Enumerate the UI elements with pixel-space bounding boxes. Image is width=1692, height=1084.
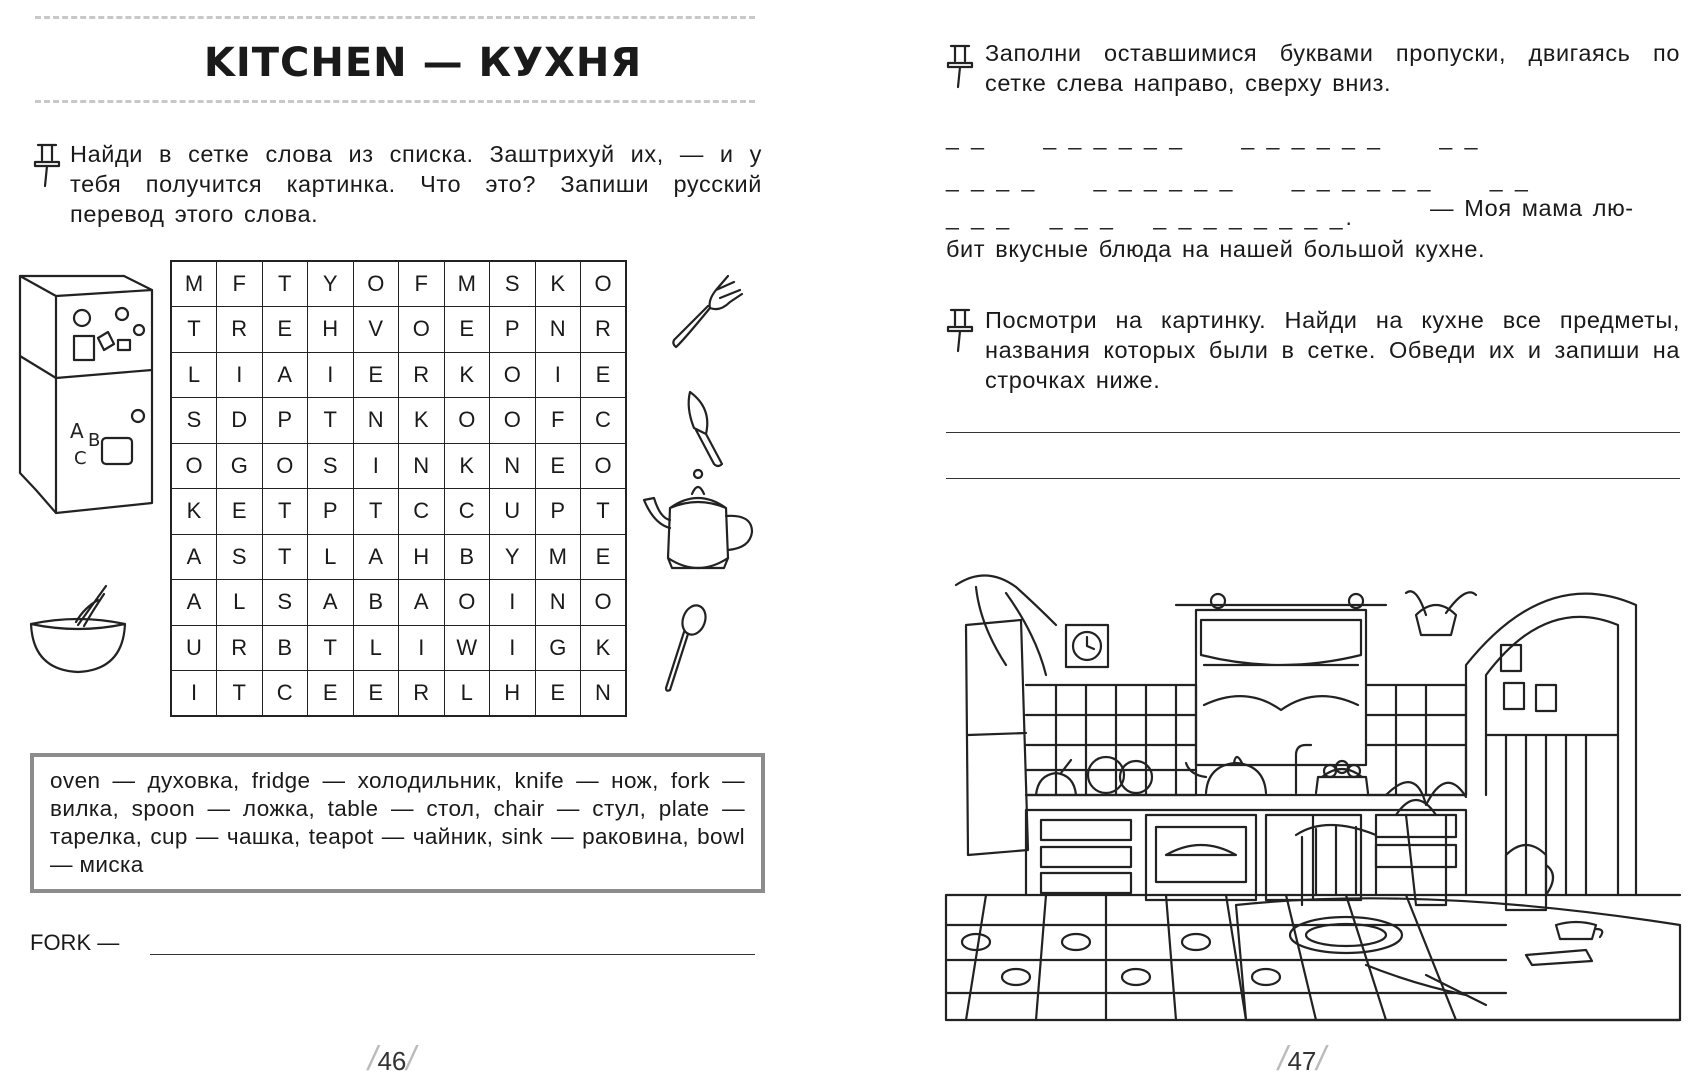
grid-cell[interactable]: M: [171, 261, 217, 307]
grid-cell[interactable]: F: [535, 398, 581, 444]
grid-cell[interactable]: E: [535, 443, 581, 489]
grid-cell[interactable]: N: [535, 580, 581, 626]
grid-cell[interactable]: M: [535, 534, 581, 580]
pin-icon: [32, 142, 62, 188]
grid-cell[interactable]: A: [308, 580, 354, 626]
grid-cell[interactable]: T: [353, 489, 399, 535]
blanks-row-2[interactable]: _ _ _ _ _ _ _ _ _ _ _ _ _ _ _ _ _ _: [946, 166, 1531, 192]
blanks-row-3[interactable]: _ _ _ _ _ _ _ _ _ _ _ _ _ _.: [946, 204, 1355, 230]
grid-cell[interactable]: L: [171, 352, 217, 398]
grid-cell[interactable]: F: [217, 261, 263, 307]
grid-row: [171, 671, 626, 717]
grid-cell[interactable]: P: [262, 398, 308, 444]
grid-cell[interactable]: B: [353, 580, 399, 626]
grid-cell[interactable]: S: [171, 398, 217, 444]
grid-cell[interactable]: O: [399, 307, 445, 353]
grid-row: [171, 580, 626, 626]
grid-cell[interactable]: O: [490, 352, 536, 398]
grid-cell[interactable]: P: [308, 489, 354, 535]
grid-cell[interactable]: O: [581, 580, 627, 626]
grid-cell[interactable]: Y: [308, 261, 354, 307]
answer-line-1[interactable]: [946, 432, 1680, 433]
grid-cell[interactable]: G: [535, 625, 581, 671]
svg-text:C: C: [74, 448, 87, 469]
grid-cell[interactable]: O: [581, 261, 627, 307]
grid-cell[interactable]: K: [399, 398, 445, 444]
grid-cell[interactable]: K: [444, 352, 490, 398]
spoon-icon: [660, 604, 710, 694]
grid-cell[interactable]: S: [217, 534, 263, 580]
grid-cell[interactable]: A: [171, 580, 217, 626]
grid-cell[interactable]: C: [399, 489, 445, 535]
grid-cell[interactable]: T: [217, 671, 263, 717]
grid-cell[interactable]: K: [581, 625, 627, 671]
grid-cell[interactable]: O: [444, 580, 490, 626]
kitchen-scene-illustration: [946, 565, 1680, 1020]
grid-cell[interactable]: C: [262, 671, 308, 717]
grid-cell[interactable]: L: [217, 580, 263, 626]
grid-cell[interactable]: I: [353, 443, 399, 489]
task-1-text: Найди в сетке слова из списка. Заштрихуй их, — и у тебя получится картинка. Что это? Запиши русский перевод этого слова.: [70, 141, 762, 227]
pin-icon: [945, 307, 975, 353]
grid-cell[interactable]: T: [262, 489, 308, 535]
grid-cell[interactable]: I: [171, 671, 217, 717]
grid-cell[interactable]: N: [490, 443, 536, 489]
grid-cell[interactable]: R: [581, 307, 627, 353]
grid-row: [171, 352, 626, 398]
grid-cell[interactable]: D: [217, 398, 263, 444]
grid-cell[interactable]: E: [444, 307, 490, 353]
task-3-text: Посмотри на картинку. Найди на кухне все предметы, названия которых были в сетке. Обведи их и запиши на строчках ниже.: [985, 307, 1680, 393]
grid-cell[interactable]: C: [581, 398, 627, 444]
grid-cell[interactable]: O: [171, 443, 217, 489]
grid-row: [171, 625, 626, 671]
grid-cell[interactable]: I: [308, 352, 354, 398]
grid-cell[interactable]: P: [535, 489, 581, 535]
grid-cell[interactable]: T: [262, 261, 308, 307]
teapot-icon: [640, 468, 760, 578]
grid-cell[interactable]: S: [490, 261, 536, 307]
grid-row: [171, 307, 626, 353]
grid-cell[interactable]: T: [308, 398, 354, 444]
grid-cell[interactable]: A: [399, 580, 445, 626]
top-dashed-rule: [35, 16, 755, 19]
grid-cell[interactable]: R: [217, 625, 263, 671]
grid-cell[interactable]: F: [399, 261, 445, 307]
grid-cell[interactable]: B: [262, 625, 308, 671]
grid-cell[interactable]: T: [581, 489, 627, 535]
grid-cell[interactable]: H: [308, 307, 354, 353]
grid-cell[interactable]: T: [262, 534, 308, 580]
grid-cell[interactable]: G: [217, 443, 263, 489]
grid-cell[interactable]: R: [217, 307, 263, 353]
pin-icon: [945, 43, 975, 89]
grid-cell[interactable]: W: [444, 625, 490, 671]
grid-cell[interactable]: Y: [490, 534, 536, 580]
grid-cell[interactable]: K: [171, 489, 217, 535]
grid-cell[interactable]: T: [171, 307, 217, 353]
grid-cell[interactable]: A: [262, 352, 308, 398]
grid-cell[interactable]: E: [353, 352, 399, 398]
grid-cell[interactable]: I: [490, 580, 536, 626]
grid-row: [171, 443, 626, 489]
grid-cell[interactable]: N: [399, 443, 445, 489]
grid-cell[interactable]: A: [353, 534, 399, 580]
grid-cell[interactable]: R: [399, 671, 445, 717]
grid-cell[interactable]: P: [490, 307, 536, 353]
grid-cell[interactable]: O: [262, 443, 308, 489]
grid-row: [171, 534, 626, 580]
grid-cell[interactable]: L: [308, 534, 354, 580]
grid-cell[interactable]: E: [581, 352, 627, 398]
answer-line-2[interactable]: [946, 478, 1680, 479]
title-dashed-rule: [35, 100, 755, 103]
word-search-grid: [170, 260, 627, 717]
grid-cell[interactable]: O: [581, 443, 627, 489]
grid-cell[interactable]: S: [308, 443, 354, 489]
grid-cell[interactable]: S: [262, 580, 308, 626]
fork-icon: [668, 272, 748, 352]
grid-cell[interactable]: U: [490, 489, 536, 535]
svg-text:A: A: [70, 419, 84, 443]
word-list-box: oven — духовка, fridge — холодильник, knife — нож, fork — вилка, spoon — ложка, table — стол, chair — стул, plate — тарелка, cup — чашка, teapot — чайник, sink — раковина, bowl — миска: [30, 753, 765, 893]
fork-answer-label: FORK —: [30, 930, 120, 955]
page-number-right: /47/: [1278, 1040, 1326, 1078]
grid-cell[interactable]: E: [217, 489, 263, 535]
grid-cell[interactable]: L: [444, 671, 490, 717]
grid-cell[interactable]: N: [353, 398, 399, 444]
grid-row: [171, 489, 626, 535]
knife-icon: [682, 388, 732, 468]
grid-cell[interactable]: E: [581, 534, 627, 580]
grid-cell[interactable]: N: [581, 671, 627, 717]
page-title: KITCHEN — КУХНЯ: [203, 40, 643, 86]
svg-text:B: B: [88, 430, 101, 451]
grid-cell[interactable]: H: [399, 534, 445, 580]
grid-cell[interactable]: T: [308, 625, 354, 671]
grid-cell[interactable]: M: [444, 261, 490, 307]
fork-answer-line[interactable]: [150, 954, 755, 955]
whisk-bowl-icon: [28, 580, 128, 680]
grid-cell[interactable]: O: [353, 261, 399, 307]
sentence-end-2: бит вкусные блюда на нашей большой кухне.: [946, 236, 1486, 262]
grid-cell[interactable]: V: [353, 307, 399, 353]
grid-cell[interactable]: U: [171, 625, 217, 671]
grid-cell[interactable]: A: [171, 534, 217, 580]
grid-cell[interactable]: L: [353, 625, 399, 671]
grid-cell[interactable]: E: [535, 671, 581, 717]
grid-cell[interactable]: I: [490, 625, 536, 671]
grid-cell[interactable]: O: [444, 398, 490, 444]
fridge-icon: [14, 268, 154, 518]
grid-cell[interactable]: E: [262, 307, 308, 353]
grid-cell[interactable]: E: [353, 671, 399, 717]
task-2-text: Заполни оставшимися буквами пропуски, двигаясь по сетке слева направо, сверху вниз.: [985, 40, 1680, 96]
grid-cell[interactable]: K: [444, 443, 490, 489]
grid-cell[interactable]: H: [490, 671, 536, 717]
sentence-end-1: — Моя мама лю-: [1430, 195, 1634, 221]
grid-cell[interactable]: B: [444, 534, 490, 580]
grid-cell[interactable]: K: [535, 261, 581, 307]
grid-cell[interactable]: C: [444, 489, 490, 535]
grid-cell[interactable]: I: [217, 352, 263, 398]
blanks-row-1[interactable]: _ _ _ _ _ _ _ _ _ _ _ _ _ _ _ _: [946, 124, 1481, 150]
grid-row: [171, 398, 626, 444]
grid-cell[interactable]: R: [399, 352, 445, 398]
grid-cell[interactable]: N: [535, 307, 581, 353]
grid-cell[interactable]: O: [490, 398, 536, 444]
grid-row: [171, 261, 626, 307]
grid-cell[interactable]: I: [535, 352, 581, 398]
grid-cell[interactable]: I: [399, 625, 445, 671]
page-number-left: /46/: [368, 1040, 416, 1078]
grid-cell[interactable]: E: [308, 671, 354, 717]
